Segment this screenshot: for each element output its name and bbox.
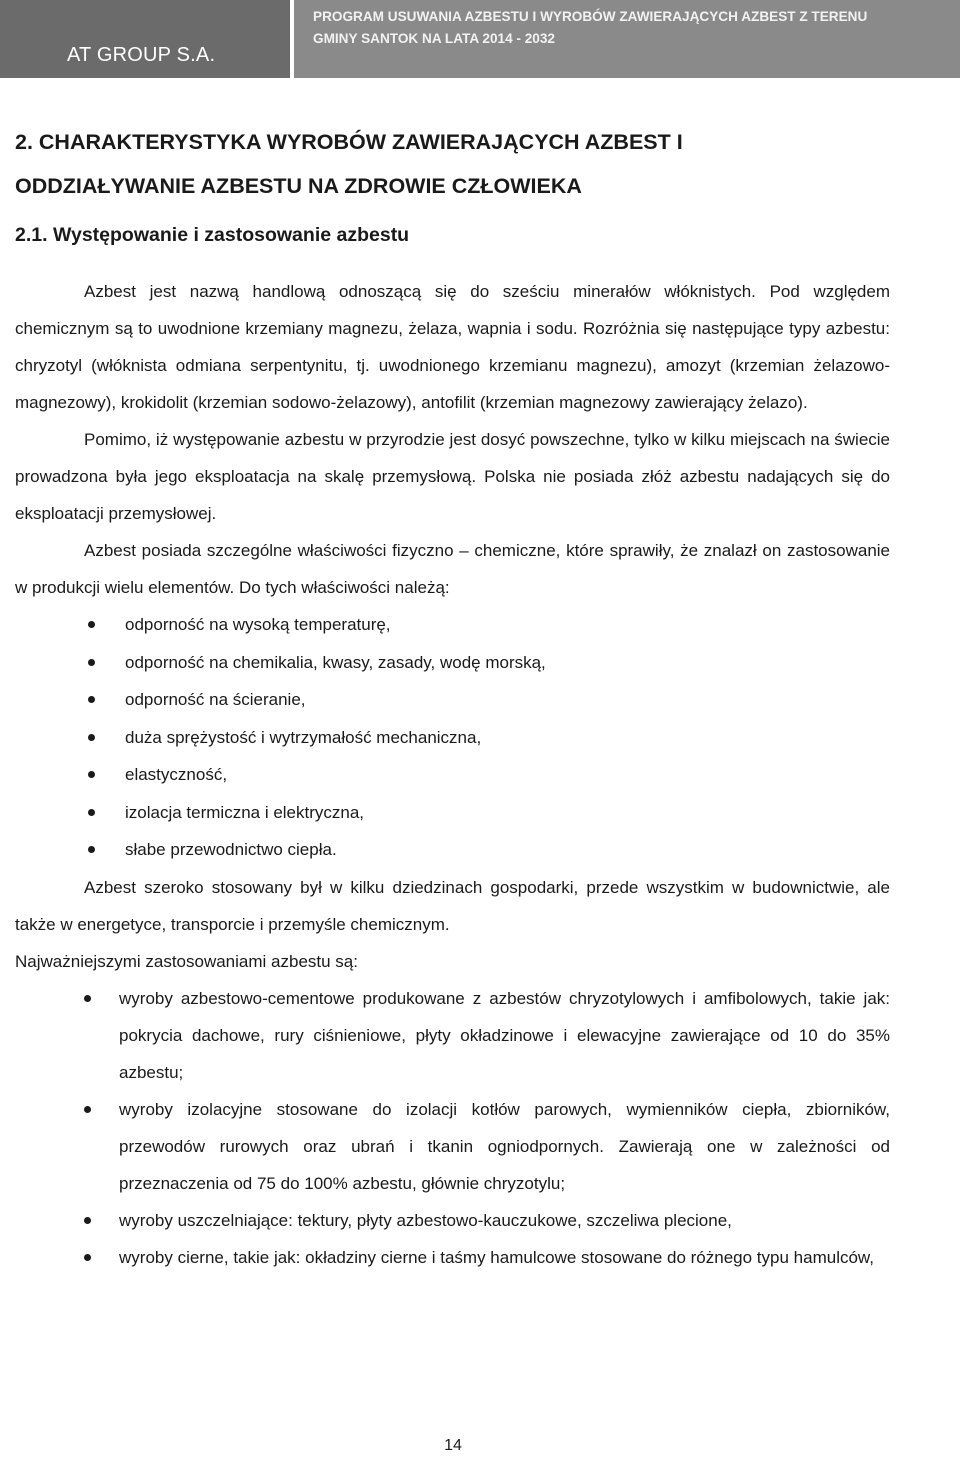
section-heading-line-1: 2. CHARAKTERYSTYKA WYROBÓW ZAWIERAJĄCYCH AZBEST I xyxy=(15,130,683,154)
bullet-icon xyxy=(84,1106,91,1113)
list-item-text: wyroby uszczelniające: tektury, płyty azbestowo-kauczukowe, szczeliwa plecione, xyxy=(119,1210,732,1230)
properties-list xyxy=(15,606,890,869)
bullet-icon xyxy=(88,621,95,628)
list-item xyxy=(15,1091,890,1202)
list-item xyxy=(15,719,890,757)
applications-list xyxy=(15,980,890,1276)
list-item-text: duża sprężystość i wytrzymałość mechaniczna, xyxy=(125,727,482,747)
program-banner xyxy=(294,0,960,78)
paragraph-usage-sectors: Azbest szeroko stosowany był w kilku dziedzinach gospodarki, przede wszystkim w budownictwie, ale także w energetyce, transporcie i przemyśle chemicznym. xyxy=(15,877,890,934)
list-item-text: odporność na chemikalia, kwasy, zasady, wodę morską, xyxy=(125,652,546,672)
bullet-icon xyxy=(84,995,91,1002)
bullet-icon xyxy=(88,846,95,853)
bullet-icon xyxy=(88,696,95,703)
bullet-icon xyxy=(84,1217,91,1224)
list-item xyxy=(15,606,890,644)
page-header xyxy=(0,0,960,78)
list-item-text: wyroby azbestowo-cementowe produkowane z azbestów chryzotylowych i amfibolowych, takie jak: pokrycia dachowe, rury ciśnieniowe, płyty okładzinowe i elewacyjne zawierające od 10 do 35% azbestu; xyxy=(119,988,890,1082)
program-title-line-2: GMINY SANTOK NA LATA 2014 - 2032 xyxy=(313,31,555,46)
paragraph-asbestos-definition: Azbest jest nazwą handlową odnoszącą się do sześciu minerałów włóknistych. Pod względem chemicznym są to uwodnione krzemiany magnezu, żelaza, wapnia i sodu. Rozróżnia się następujące typy azbestu: chryzotyl (włóknista odmiana serpentynitu, tj. uwodnionego krzemianu magnezu), amozyt (krzemian żelazowo-magnezowy), krokidolit (krzemian sodowo-żelazowy), antofilit (krzemian magnezowy zawierający żelazo). xyxy=(15,282,890,412)
list-item xyxy=(15,980,890,1091)
list-item-text: elastyczność, xyxy=(125,765,228,784)
company-name: AT GROUP S.A. xyxy=(67,44,216,66)
company-banner xyxy=(0,0,290,78)
paragraph-properties-intro: Azbest posiada szczególne właściwości fizyczno – chemiczne, które sprawiły, że znalazł on zastosowanie w produkcji wielu elementów. Do tych właściwości należą: xyxy=(15,541,890,597)
list-item xyxy=(15,794,890,832)
program-title-line-1: PROGRAM USUWANIA AZBESTU I WYROBÓW ZAWIERAJĄCYCH AZBEST Z TERENU xyxy=(313,9,868,24)
list-item-text: słabe przewodnictwo ciepła. xyxy=(125,840,337,859)
list-item-text: wyroby cierne, takie jak: okładziny cierne i taśmy hamulcowe stosowane do różnego typu hamulców, xyxy=(119,1247,874,1267)
list-item-text: odporność na wysoką temperaturę, xyxy=(125,615,391,634)
document-body xyxy=(15,120,890,1276)
list-item-text: wyroby izolacyjne stosowane do izolacji kotłów parowych, wymienników ciepła, zbiorników, przewodów rurowych oraz ubrań i tkanin ogniodpornych. Zawierają one w zależności od przeznaczenia od 75 do 100% azbestu, głównie chryzotylu; xyxy=(119,1099,890,1193)
list-item xyxy=(15,681,890,719)
section-heading xyxy=(15,120,890,208)
bullet-icon xyxy=(88,771,95,778)
bullet-icon xyxy=(84,1254,91,1261)
list-item xyxy=(15,1239,890,1276)
list-item-text: izolacja termiczna i elektryczna, xyxy=(125,802,365,822)
bullet-icon xyxy=(88,734,95,741)
subsection-heading: 2.1. Występowanie i zastosowanie azbestu xyxy=(15,224,410,246)
list-item xyxy=(15,831,890,869)
bullet-icon xyxy=(88,809,95,816)
page-number: 14 xyxy=(444,1437,462,1454)
section-heading-line-2: ODDZIAŁYWANIE AZBESTU NA ZDROWIE CZŁOWIEKA xyxy=(15,174,582,198)
list-item xyxy=(15,1202,890,1239)
paragraph-applications-intro: Najważniejszymi zastosowaniami azbestu są: xyxy=(15,951,358,971)
list-item-text: odporność na ścieranie, xyxy=(125,690,306,709)
bullet-icon xyxy=(88,659,95,666)
paragraph-occurrence: Pomimo, iż występowanie azbestu w przyrodzie jest dosyć powszechne, tylko w kilku miejscach na świecie prowadzona była jego eksploatacja na skalę przemysłową. Polska nie posiada złóż azbestu nadających się do eksploatacji przemysłowej. xyxy=(15,430,890,523)
list-item xyxy=(15,756,890,794)
list-item xyxy=(15,644,890,682)
